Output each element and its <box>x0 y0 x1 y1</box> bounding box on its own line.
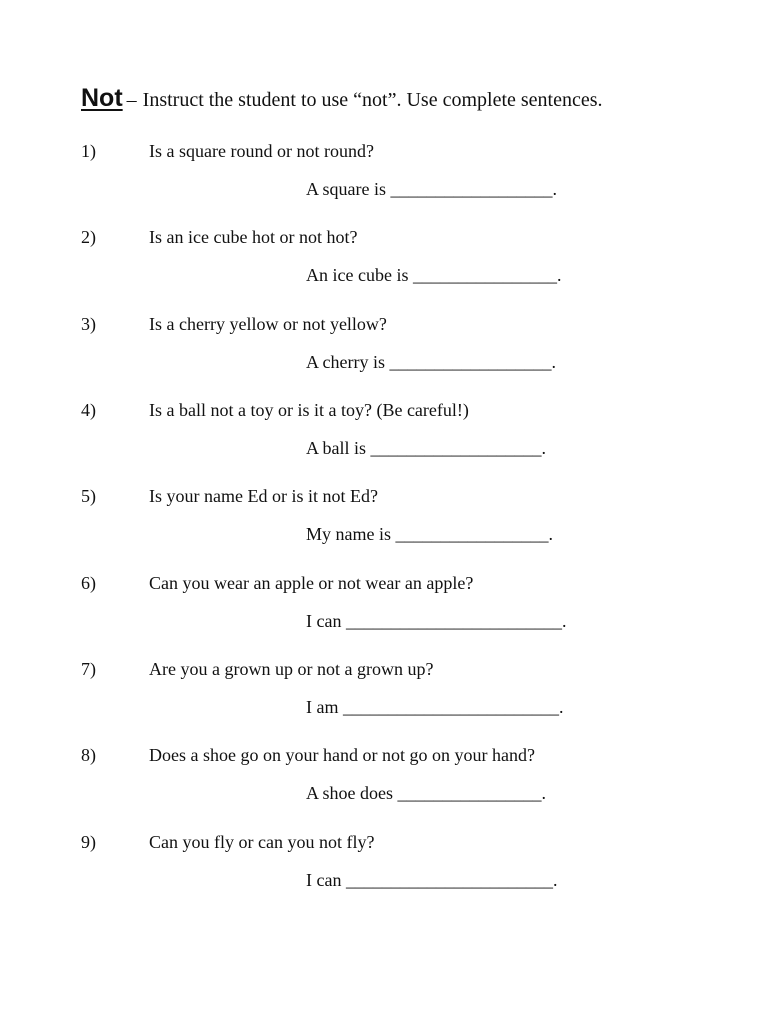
question-item-5 <box>0 486 768 566</box>
question-number: 2) <box>81 227 96 247</box>
question-number: 4) <box>81 400 96 420</box>
question-number: 6) <box>81 573 96 593</box>
answer-prompt: A ball is ___________________. <box>306 438 547 458</box>
worksheet-instruction: Instruct the student to use “not”. Use complete sentences. <box>142 89 603 111</box>
question-item-6 <box>0 573 768 653</box>
question-item-3 <box>0 314 768 394</box>
answer-prompt: A shoe does ________________. <box>306 783 546 803</box>
answer-prompt: I can _______________________. <box>306 870 558 890</box>
question-text: Does a shoe go on your hand or not go on your hand? <box>149 745 535 765</box>
question-text: Can you wear an apple or not wear an apple? <box>149 573 474 593</box>
answer-prompt: A square is __________________. <box>306 179 557 199</box>
answer-prompt: An ice cube is ________________. <box>306 265 562 285</box>
question-item-8 <box>0 745 768 825</box>
question-item-4 <box>0 400 768 480</box>
answer-prompt: I am ________________________. <box>306 697 564 717</box>
question-number: 1) <box>81 141 96 161</box>
question-number: 8) <box>81 745 96 765</box>
question-text: Is your name Ed or is it not Ed? <box>149 486 378 506</box>
question-text: Is a cherry yellow or not yellow? <box>149 314 387 334</box>
heading-dash: – <box>126 89 137 111</box>
question-number: 5) <box>81 486 96 506</box>
question-text: Is an ice cube hot or not hot? <box>149 227 358 247</box>
question-number: 7) <box>81 659 96 679</box>
question-item-7 <box>0 659 768 739</box>
question-text: Can you fly or can you not fly? <box>149 832 375 852</box>
question-item-1 <box>0 141 768 221</box>
question-item-2 <box>0 227 768 307</box>
question-text: Are you a grown up or not a grown up? <box>149 659 434 679</box>
question-item-9 <box>0 832 768 912</box>
answer-prompt: A cherry is __________________. <box>306 352 556 372</box>
worksheet-title: Not <box>81 84 123 112</box>
question-text: Is a square round or not round? <box>149 141 374 161</box>
answer-prompt: I can ________________________. <box>306 611 567 631</box>
question-text: Is a ball not a toy or is it a toy? (Be careful!) <box>149 400 469 420</box>
answer-prompt: My name is _________________. <box>306 524 553 544</box>
question-number: 3) <box>81 314 96 334</box>
worksheet-heading <box>81 84 603 113</box>
question-number: 9) <box>81 832 96 852</box>
